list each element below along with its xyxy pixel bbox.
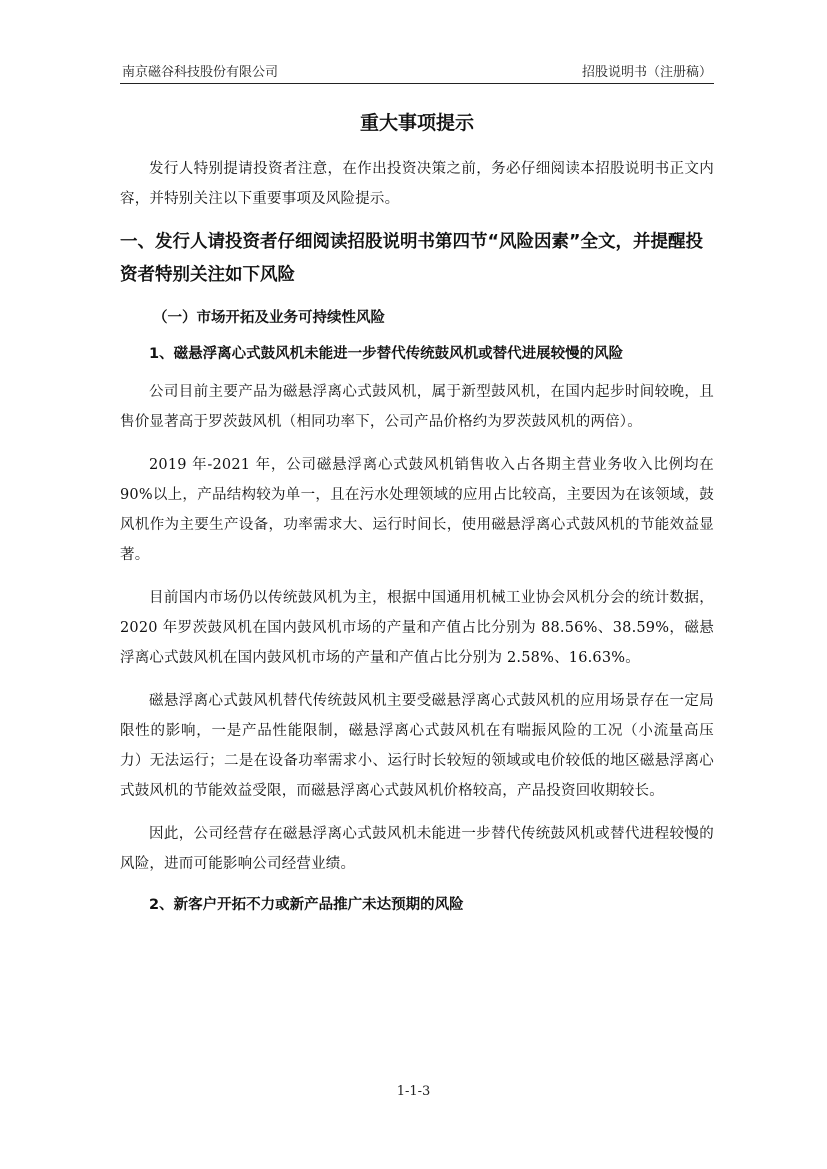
item-heading: 1、磁悬浮离心式鼓风机未能进一步替代传统鼓风机或替代进展较慢的风险 (149, 346, 624, 362)
header-company-name: 南京磁谷科技股份有限公司 (122, 65, 279, 80)
subsection-heading: （一）市场开拓及业务可持续性风险 (153, 310, 385, 326)
page-header (120, 57, 714, 84)
page-content (120, 110, 714, 917)
body-paragraph: 目前国内市场仍以传统鼓风机为主，根据中国通用机械工业协会风机分会的统计数据，2020 年罗茨鼓风机在国内鼓风机市场的产量和产值占比分别为 88.56%、38.59%，磁悬浮离心式鼓风机在国内鼓风机市场的产量和产值占比分别为 2.58%、16.63%。 (120, 590, 714, 666)
page-title: 重大事项提示 (359, 112, 474, 134)
header-document-type: 招股说明书（注册稿） (581, 65, 712, 80)
section-heading: 一、发行人请投资者仔细阅读招股说明书第四节“风险因素”全文，并提醒投资者特别关注如下风险 (120, 232, 704, 285)
body-paragraph: 因此，公司经营存在磁悬浮离心式鼓风机未能进一步替代传统鼓风机或替代进程较慢的风险，进而可能影响公司经营业绩。 (120, 826, 714, 872)
body-paragraph: 2019 年-2021 年，公司磁悬浮离心式鼓风机销售收入占各期主营业务收入比例均在 90%以上，产品结构较为单一，且在污水处理领域的应用占比较高，主要因为在该领域，鼓风机作为主要生产设备，功率需求大、运行时间长，使用磁悬浮离心式鼓风机的节能效益显著。 (120, 457, 714, 563)
item-heading: 2、新客户开拓不力或新产品推广未达预期的风险 (149, 897, 464, 913)
body-paragraph: 公司目前主要产品为磁悬浮离心式鼓风机，属于新型鼓风机，在国内起步时间较晚，且售价显著高于罗茨鼓风机（相同功率下，公司产品价格约为罗茨鼓风机的两倍）。 (120, 384, 714, 430)
page-number: 1-1-3 (396, 1084, 431, 1099)
intro-paragraph: 发行人特别提请投资者注意，在作出投资决策之前，务必仔细阅读本招股说明书正文内容，并特别关注以下重要事项及风险提示。 (120, 161, 714, 207)
body-paragraph: 磁悬浮离心式鼓风机替代传统鼓风机主要受磁悬浮离心式鼓风机的应用场景存在一定局限性的影响，一是产品性能限制，磁悬浮离心式鼓风机在有喘振风险的工况（小流量高压力）无法运行；二是在设备功率需求小、运行时长较短的领域或电价较低的地区磁悬浮离心式鼓风机的节能效益受限，而磁悬浮离心式鼓风机价格较高，产品投资回收期较长。 (120, 693, 714, 799)
